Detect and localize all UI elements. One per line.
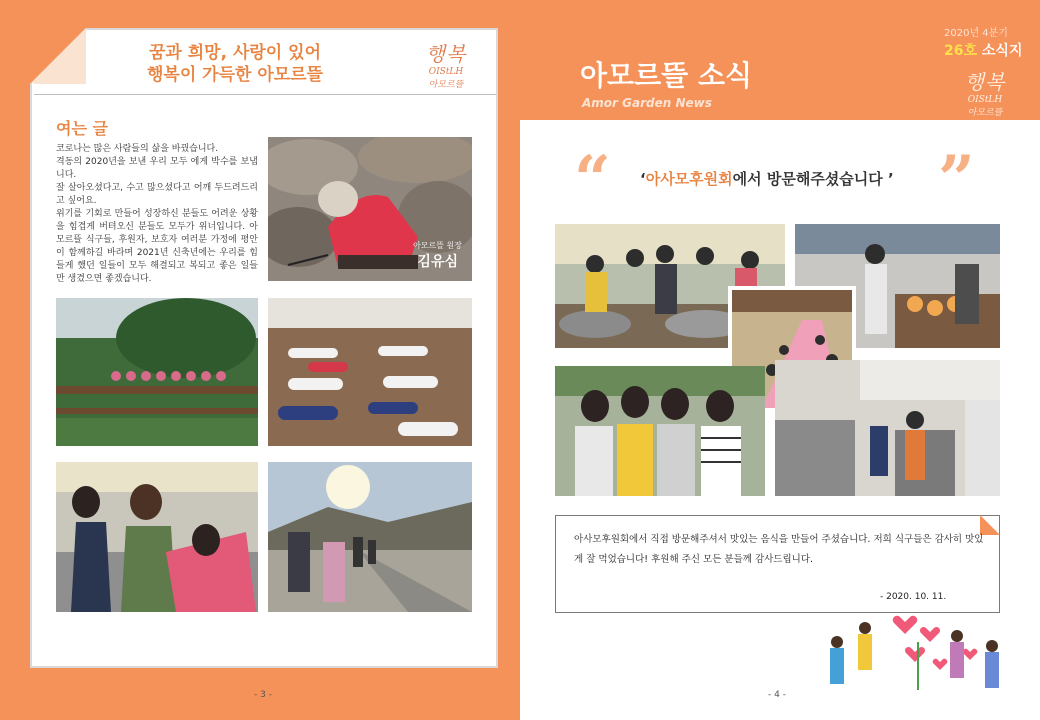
right-page-number: - 4 - <box>768 690 786 700</box>
photo-smiling-group-image <box>56 462 258 612</box>
photo-four-friends <box>555 366 765 496</box>
headline-accent: 아사모후원회 <box>645 170 733 188</box>
photo-group-bridge <box>56 298 258 446</box>
news-title: 아모르뜰 소식 <box>580 59 753 92</box>
logo-sub-bottom-right: 아모르뜰 <box>967 108 1003 118</box>
issue-number-value: 26호 <box>944 43 978 59</box>
photo-caption-name: 김유심 <box>417 254 458 270</box>
brand-logo-left <box>406 38 486 90</box>
issue-number <box>944 40 1022 60</box>
message-date: - 2020. 10. 11. <box>880 592 947 602</box>
logo-sub-top-right: OIStLH <box>967 95 1003 105</box>
logo-sub-bottom: 아모르뜰 <box>428 80 464 90</box>
logo-main-text: 행복 <box>425 42 467 66</box>
title-line-1: 꿈과 희망, 사랑이 있어 <box>148 43 321 63</box>
brand-logo-right <box>950 66 1020 118</box>
news-headline <box>640 168 894 189</box>
photo-kitchen-image <box>775 360 1000 496</box>
headline-rest: 에서 방문해주셨습니다 ’ <box>732 170 894 188</box>
logo-main-text-right: 행복 <box>964 70 1006 94</box>
issue-year: 2020년 4분기 <box>944 28 1008 39</box>
intro-text <box>56 143 258 286</box>
photo-group-bridge-image <box>56 298 258 446</box>
photo-road-walk-image <box>268 462 472 612</box>
headline-open-quote: ‘ <box>640 170 646 188</box>
open-quote-icon: “ <box>574 142 611 217</box>
hearts-people-illustration <box>820 612 1020 696</box>
photo-director <box>268 137 472 281</box>
hearts-people-image <box>820 612 1020 696</box>
photo-road-walk <box>268 462 472 612</box>
intro-paragraph: 코로나는 많은 사람들의 삶을 바꿨습니다. 격동의 2020년을 보낸 우리 모두 에게 박수를 보냅니다. 잘 살아오셨다고, 수고 많으셨다고 어깨 두드려드리고 싶어요. 위기를 기회로 만들어 성장하신 분들도 어려운 상황을 힘겹게 버텨오신 분들도 모두가 위너입니다. 아모르뜰 식구들, 후원자, 보호자 여러분 가정에 평안이 함께하길 바라며 2021년 신축년에는 우리를 힘들게 했던 일들이 모두 해결되고 복되고 좋은 일들만 생겼으면 좋겠습니다. <box>56 144 258 284</box>
issue-label: 소식지 <box>977 43 1023 59</box>
photo-floor-rest-image <box>268 298 472 446</box>
section-heading: 여는 글 <box>56 119 108 138</box>
title-line-2: 행복이 가득한 아모르뜰 <box>146 65 324 85</box>
left-page-number: - 3 - <box>254 690 272 700</box>
title-divider <box>34 94 496 95</box>
logo-sub-top: OIStLH <box>428 67 464 77</box>
message-text: 아사모후원회에서 직접 방문해주셔서 맛있는 음식을 만들어 주셨습니다. 저희 식구들은 감사히 맛있게 잘 먹었습니다! 후원해 주신 모든 분들께 감사드립니다. <box>574 534 984 565</box>
photo-floor-rest <box>268 298 472 446</box>
photo-kitchen <box>775 360 1000 496</box>
left-page-title <box>100 42 370 86</box>
photo-four-friends-image <box>555 366 765 496</box>
photo-caption-role: 아모르뜰 원장 <box>413 241 462 250</box>
news-subtitle: Amor Garden News <box>582 96 712 110</box>
photo-smiling-group <box>56 462 258 612</box>
close-quote-icon: ” <box>938 142 975 217</box>
